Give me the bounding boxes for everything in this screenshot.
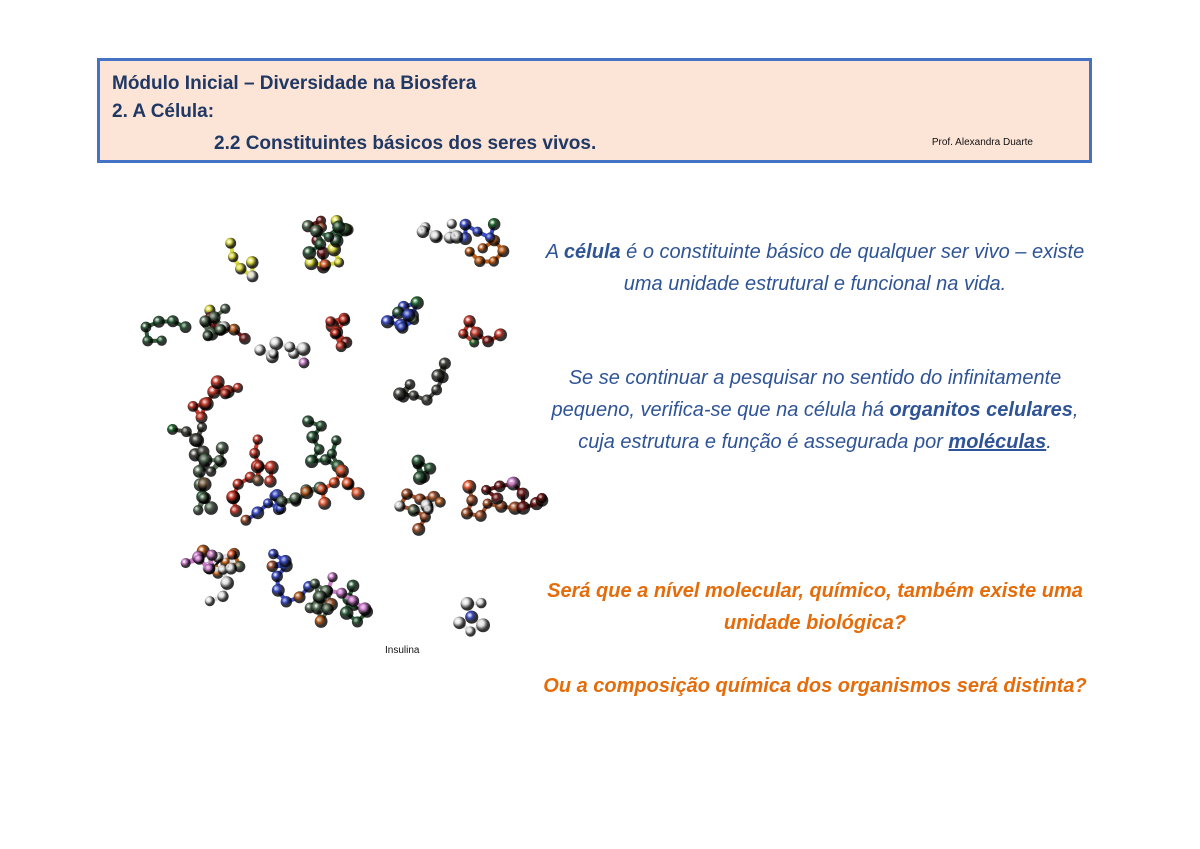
p1-text-c: é o constituinte básico de qualquer ser vivo – existe uma unidade estrutural e funcional na vida. [620,241,1085,295]
figure-caption: Insulina [385,645,420,656]
section-title: 2. A Célula: [112,101,215,122]
subsection-title: 2.2 Constituintes básicos dos seres vivos. [214,133,597,154]
p2-keyword-organitos: organitos celulares [889,399,1073,421]
p2-text-e: . [1046,431,1052,453]
module-title: Módulo Inicial – Diversidade na Biosfera [112,73,477,94]
p1-text-a: A [545,241,564,263]
author-label: Prof. Alexandra Duarte [931,137,1033,148]
insulin-molecule-image [130,200,550,640]
paragraph-organelles [540,362,1090,458]
paragraph-cell [540,236,1090,300]
p2-text-a: Se se continuar a pesquisar no sentido do infinitamente pequeno, verifica-se que na célula há [551,367,1062,421]
question-1: Será que a nível molecular, químico, também existe uma unidade biológica? [547,580,1083,634]
p1-keyword-celula: célula [563,241,621,263]
p2-keyword-moleculas: moléculas [948,431,1047,453]
question-2: Ou a composição química dos organismos será distinta? [543,675,1087,697]
p2-text-c: , cuja estrutura e função é assegurada por [578,399,1079,453]
header-box [97,58,1092,163]
